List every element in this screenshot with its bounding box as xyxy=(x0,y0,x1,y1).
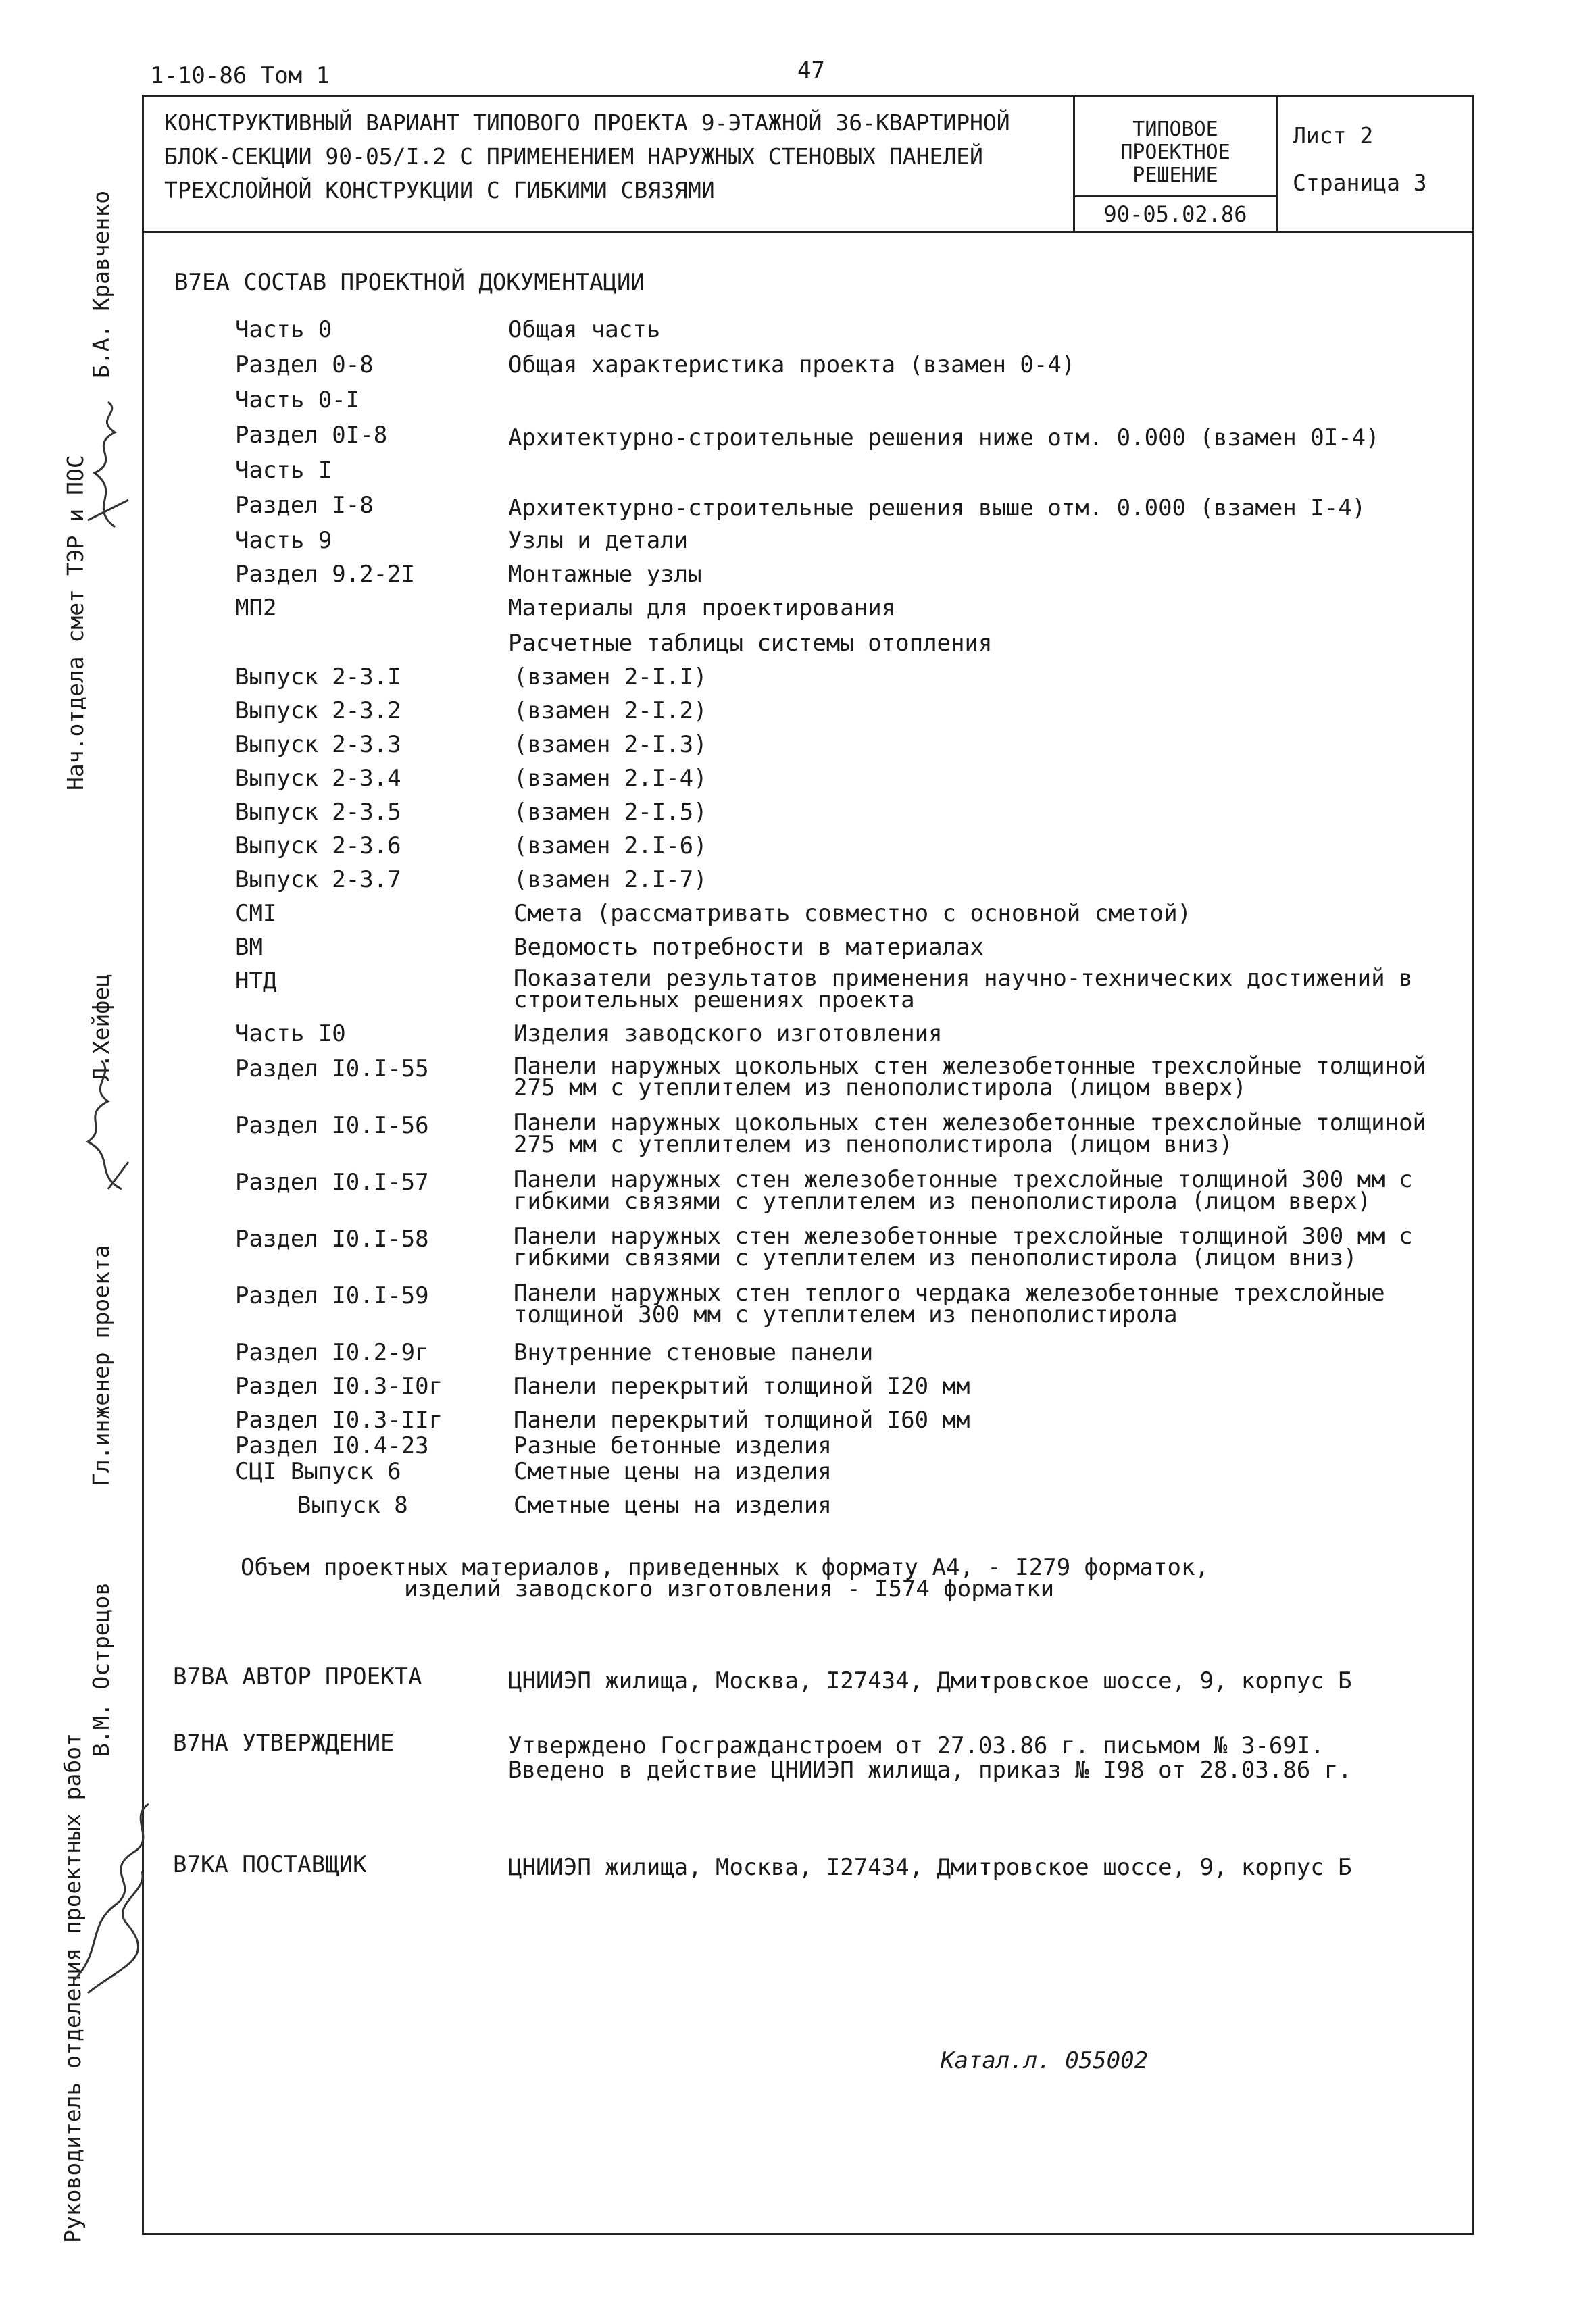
list-item-code: Выпуск 2-3.6 xyxy=(235,832,401,859)
list-item-desc: Смета (рассматривать совместно с основной сметой) xyxy=(514,900,1192,927)
sheet-cell xyxy=(1278,97,1476,231)
list-item-code: Выпуск 2-3.I xyxy=(235,663,401,690)
list-item-code: Раздел I0.I-58 xyxy=(235,1226,429,1253)
list-item-code: Раздел 0-8 xyxy=(235,351,374,378)
sheet-number: Лист 2 xyxy=(1293,122,1374,149)
type-line-1: ТИПОВОЕ xyxy=(1132,118,1218,141)
list-item-code: Выпуск 2-3.2 xyxy=(235,697,401,724)
catalog-number: Катал.л. 055002 xyxy=(941,2047,1149,2074)
list-item-desc-cont: толщиной 300 мм с утеплителем из пенополистирола xyxy=(514,1301,1178,1328)
title-cell xyxy=(144,97,1075,231)
list-item-code: Раздел 9.2-2I xyxy=(235,561,416,588)
volume-summary-line-2: изделий заводского изготовления - I574 форматки xyxy=(404,1576,1055,1603)
approval-line-1: Утверждено Госгражданстроем от 27.03.86 г. письмом № 3-69I. xyxy=(508,1732,1324,1759)
page-frame xyxy=(142,95,1474,2235)
list-item-desc: (взамен 2-I.5) xyxy=(514,799,707,826)
title-line-2: БЛОК-СЕКЦИИ 90-05/I.2 С ПРИМЕНЕНИЕМ НАРУЖНЫХ СТЕНОВЫХ ПАНЕЛЕЙ xyxy=(164,143,983,170)
list-item-desc: Панели наружных стен железобетонные трехслойные толщиной 300 мм с xyxy=(514,1166,1413,1193)
list-item-desc: Сметные цены на изделия xyxy=(514,1492,832,1519)
list-item-code: Раздел I0.I-56 xyxy=(235,1112,429,1139)
list-item-code: НТД xyxy=(235,967,277,995)
list-item-code: СЦI Выпуск 6 xyxy=(235,1458,401,1485)
signature-scribble-3 xyxy=(68,399,142,534)
list-item-desc: Панели перекрытий толщиной I20 мм xyxy=(514,1373,970,1400)
list-item-code: Раздел I0.I-57 xyxy=(235,1169,429,1196)
list-item-desc: Панели наружных стен железобетонные трехслойные толщиной 300 мм с xyxy=(514,1223,1413,1250)
list-item-code: Часть I0 xyxy=(235,1020,346,1047)
list-item-desc: Материалы для проектирования xyxy=(508,595,896,622)
list-item-desc: Архитектурно-строительные решения ниже отм. 0.000 (взамен 0I-4) xyxy=(508,424,1380,451)
list-item-code: Раздел I0.2-9г xyxy=(235,1339,429,1366)
list-item-code: Часть I xyxy=(235,457,332,484)
list-item-desc: Разные бетонные изделия xyxy=(514,1432,832,1459)
signature-scribble-1 xyxy=(61,1790,169,2007)
list-item-desc: (взамен 2-I.I) xyxy=(514,663,707,690)
composition-heading: В7ЕА СОСТАВ ПРОЕКТНОЙ ДОКУМЕНТАЦИИ xyxy=(174,269,645,296)
list-item-desc: (взамен 2.I-7) xyxy=(514,866,707,893)
list-item-desc: (взамен 2.I-6) xyxy=(514,832,707,859)
title-line-3: ТРЕХСЛОЙНОЙ КОНСТРУКЦИИ С ГИБКИМИ СВЯЗЯМИ xyxy=(164,177,715,203)
list-item-desc: Монтажные узлы xyxy=(508,561,702,588)
list-item-code: Выпуск 2-3.7 xyxy=(235,866,401,893)
type-code: 90-05.02.86 xyxy=(1075,195,1276,231)
volume-label: 1-10-86 Том 1 xyxy=(150,62,330,89)
list-item-desc: Изделия заводского изготовления xyxy=(514,1020,943,1047)
list-item-desc: Узлы и детали xyxy=(508,527,689,554)
list-item-code: МП2 xyxy=(235,595,277,622)
type-line-3: РЕШЕНИЕ xyxy=(1132,164,1218,187)
list-item-code: Выпуск 8 xyxy=(297,1492,408,1519)
list-item-desc: Общая часть xyxy=(508,316,661,343)
list-item-code: Раздел I0.4-23 xyxy=(235,1432,429,1459)
list-item-code: Раздел I-8 xyxy=(235,492,374,519)
list-item-code: Часть 0-I xyxy=(235,386,360,413)
signature-role-2: Гл.инженер проекта xyxy=(88,1244,114,1486)
signature-name-1: В.М. Острецов xyxy=(88,1582,114,1757)
volume-summary-line-1: Объем проектных материалов, приведенных к формату А4, - I279 форматок, xyxy=(241,1554,1209,1581)
signature-name-3: Б.А. Кравченко xyxy=(88,190,114,378)
list-item-code: Часть 9 xyxy=(235,527,332,554)
list-item-desc: Внутренние стеновые панели xyxy=(514,1339,874,1366)
list-item-desc: Общая характеристика проекта (взамен 0-4) xyxy=(508,351,1076,378)
supplier-label: В7КА ПОСТАВЩИК xyxy=(173,1851,367,1878)
list-item-code: Раздел I0.3-IIг xyxy=(235,1407,443,1434)
list-item-desc: Архитектурно-строительные решения выше отм. 0.000 (взамен I-4) xyxy=(508,495,1366,522)
approval-line-2: Введено в действие ЦНИИЭП жилища, приказ № I98 от 28.03.86 г. xyxy=(508,1757,1352,1784)
supplier-value: ЦНИИЭП жилища, Москва, I27434, Дмитровское шоссе, 9, корпус Б xyxy=(508,1854,1352,1881)
list-item-desc: Сметные цены на изделия xyxy=(514,1458,832,1485)
title-line-1: КОНСТРУКТИВНЫЙ ВАРИАНТ ТИПОВОГО ПРОЕКТА 9-ЭТАЖНОЙ 36-КВАРТИРНОЙ xyxy=(164,109,1010,136)
type-line-2: ПРОЕКТНОЕ xyxy=(1120,141,1230,164)
list-item-code: Раздел I0.I-59 xyxy=(235,1282,429,1309)
author-value: ЦНИИЭП жилища, Москва, I27434, Дмитровское шоссе, 9, корпус Б xyxy=(508,1667,1352,1694)
list-item-desc: Панели наружных цокольных стен железобетонные трехслойные толщиной xyxy=(514,1109,1427,1136)
title-block xyxy=(142,95,1474,233)
list-item-desc-cont: строительных решениях проекта xyxy=(514,986,915,1013)
approval-label: В7НА УТВЕРЖДЕНИЕ xyxy=(173,1730,395,1757)
list-item-code: Раздел I0.3-I0г xyxy=(235,1373,443,1400)
author-label: В7ВА АВТОР ПРОЕКТА xyxy=(173,1663,422,1690)
page-number-in-set: Страница 3 xyxy=(1293,170,1427,196)
signature-scribble-2 xyxy=(68,1054,142,1203)
list-item-code: Часть 0 xyxy=(235,316,332,343)
list-item-desc: (взамен 2-I.3) xyxy=(514,731,707,758)
signature-role-3: Нач.отдела смет ТЭР и ПОС xyxy=(62,455,89,790)
list-item-desc-cont: 275 мм с утеплителем из пенополистирола (лицом вниз) xyxy=(514,1131,1233,1158)
list-item-code: ВМ xyxy=(235,934,263,961)
list-item-code: СМI xyxy=(235,900,277,927)
list-item-code: Раздел I0.I-55 xyxy=(235,1055,429,1082)
list-item-desc: Ведомость потребности в материалах xyxy=(514,934,984,961)
list-item-code: Выпуск 2-3.3 xyxy=(235,731,401,758)
list-item-code: Раздел 0I-8 xyxy=(235,422,388,449)
list-item-desc-cont: гибкими связями с утеплителем из пенополистирола (лицом вверх) xyxy=(514,1188,1372,1215)
list-item-desc: Панели перекрытий толщиной I60 мм xyxy=(514,1407,970,1434)
list-item-code: Выпуск 2-3.5 xyxy=(235,799,401,826)
list-item-desc: Расчетные таблицы системы отопления xyxy=(508,630,993,657)
list-item-desc-cont: гибкими связями с утеплителем из пенополистирола (лицом вниз) xyxy=(514,1244,1357,1272)
list-item-desc: Панели наружных стен теплого чердака железобетонные трехслойные xyxy=(514,1280,1385,1307)
list-item-desc: (взамен 2.I-4) xyxy=(514,765,707,792)
list-item-desc-cont: 275 мм с утеплителем из пенополистирола (лицом вверх) xyxy=(514,1074,1247,1101)
page-number: 47 xyxy=(797,57,825,84)
list-item-desc: Показатели результатов применения научно-технических достижений в xyxy=(514,965,1413,992)
list-item-desc: (взамен 2-I.2) xyxy=(514,697,707,724)
list-item-desc: Панели наружных цокольных стен железобетонные трехслойные толщиной xyxy=(514,1053,1427,1080)
type-cell xyxy=(1075,97,1278,231)
signature-name-2: Л.Хейфец xyxy=(88,974,114,1081)
list-item-code: Выпуск 2-3.4 xyxy=(235,765,401,792)
signature-role-1: Руководитель отделения проектных работ xyxy=(59,1733,86,2243)
